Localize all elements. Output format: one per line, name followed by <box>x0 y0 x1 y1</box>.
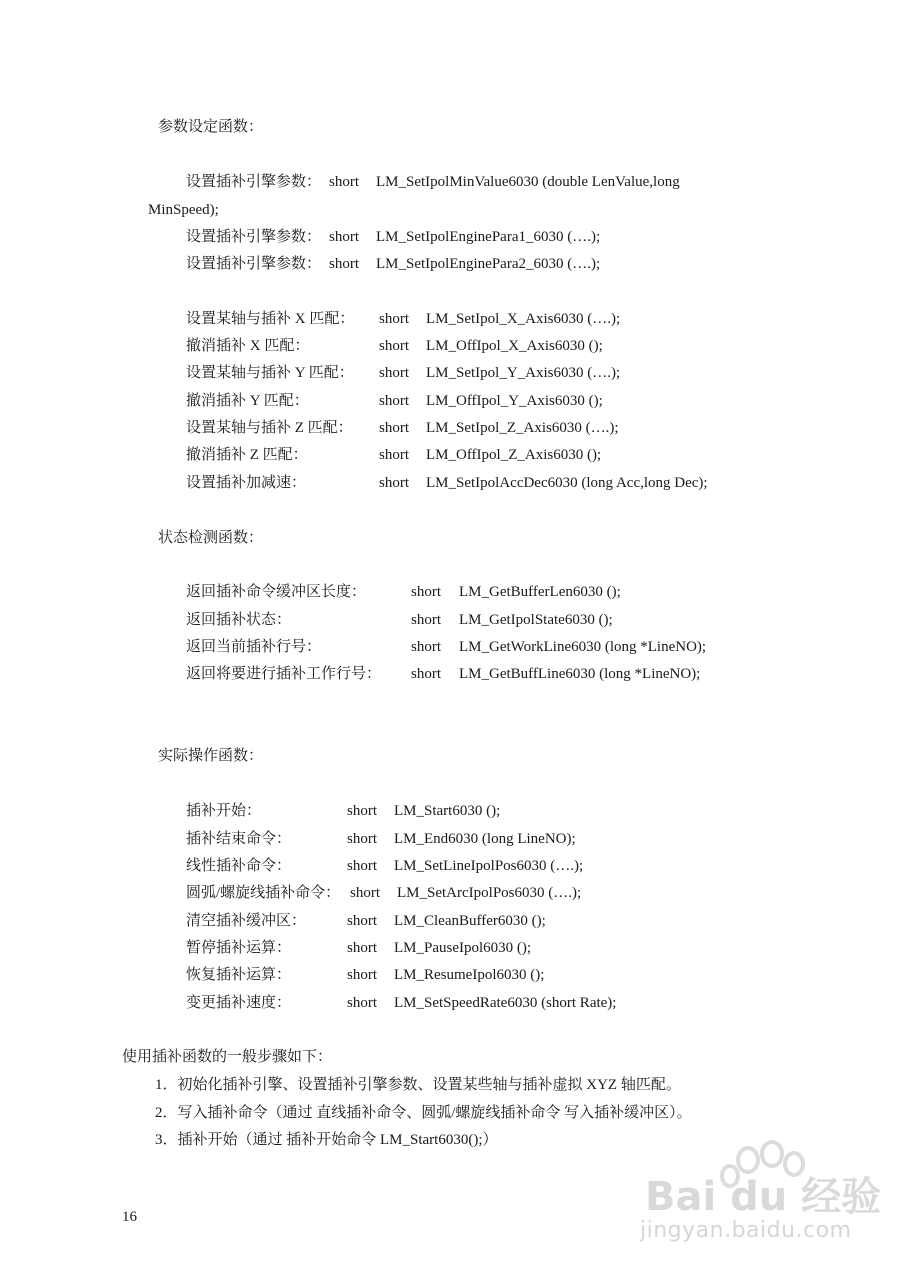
function-desc: 暂停插补运算： <box>186 940 292 956</box>
steps-intro: 使用插补函数的一般步骤如下： <box>122 1049 333 1065</box>
step-item: 2．写入插补命令（通过 直线插补命令、圆弧/螺旋线插补命令 写入插补缓冲区）。 <box>155 1105 692 1121</box>
function-signature: LM_CleanBuffer6030 (); <box>394 913 546 929</box>
function-type: short <box>411 666 441 682</box>
function-desc: 返回插补状态： <box>186 612 292 628</box>
section-heading-operations: 实际操作函数： <box>158 748 264 764</box>
page-number: 16 <box>122 1209 137 1225</box>
function-desc: 变更插补速度： <box>186 995 292 1011</box>
function-signature: LM_GetIpolState6030 (); <box>459 612 613 628</box>
function-signature: LM_SetIpolAccDec6030 (long Acc,long Dec); <box>426 475 708 491</box>
function-type: short <box>411 584 441 600</box>
step-item: 1．初始化插补引擎、设置插补引擎参数、设置某些轴与插补虚拟 XYZ 轴匹配。 <box>155 1077 681 1093</box>
function-desc: 圆弧/螺旋线插补命令： <box>186 885 341 901</box>
section-heading-status: 状态检测函数： <box>158 530 264 546</box>
function-signature: LM_GetBufferLen6030 (); <box>459 584 621 600</box>
function-desc: 设置某轴与插补 Z 匹配： <box>186 420 353 436</box>
function-type: short <box>347 940 377 956</box>
function-signature: LM_SetLineIpolPos6030 (….); <box>394 858 584 874</box>
function-continuation: MinSpeed); <box>148 202 219 218</box>
function-desc: 撤消插补 Y 匹配： <box>186 393 309 409</box>
section-heading-params: 参数设定函数： <box>158 119 264 135</box>
function-type: short <box>379 475 409 491</box>
function-desc: 恢复插补运算： <box>186 967 292 983</box>
function-signature: LM_OffIpol_Z_Axis6030 (); <box>426 447 602 463</box>
function-type: short <box>379 338 409 354</box>
function-type: short <box>379 447 409 463</box>
step-item: 3．插补开始（通过 插补开始命令 LM_Start6030();） <box>155 1132 498 1148</box>
function-signature: LM_GetBuffLine6030 (long *LineNO); <box>459 666 701 682</box>
function-signature: LM_SetIpol_Z_Axis6030 (….); <box>426 420 619 436</box>
function-type: short <box>347 831 377 847</box>
function-type: short <box>329 256 359 272</box>
watermark-brand: Bai du 经验 <box>645 1174 882 1220</box>
function-type: short <box>350 885 380 901</box>
function-desc: 线性插补命令： <box>186 858 292 874</box>
function-signature: LM_SetIpolEnginePara2_6030 (….); <box>376 256 601 272</box>
function-desc: 设置插补引擎参数： <box>186 174 322 190</box>
function-type: short <box>329 174 359 190</box>
function-desc: 撤消插补 X 匹配： <box>186 338 310 354</box>
function-desc: 撤消插补 Z 匹配： <box>186 447 308 463</box>
function-signature: LM_SetIpol_X_Axis6030 (….); <box>426 311 621 327</box>
function-signature: LM_SetIpolMinValue6030 (double LenValue,long <box>376 174 680 190</box>
function-signature: LM_Start6030 (); <box>394 803 501 819</box>
function-signature: LM_ResumeIpol6030 (); <box>394 967 545 983</box>
function-desc: 清空插补缓冲区： <box>186 913 307 929</box>
function-type: short <box>379 393 409 409</box>
function-type: short <box>347 858 377 874</box>
function-signature: LM_SetIpol_Y_Axis6030 (….); <box>426 365 621 381</box>
function-type: short <box>411 639 441 655</box>
function-signature: LM_SetIpolEnginePara1_6030 (….); <box>376 229 601 245</box>
function-type: short <box>379 420 409 436</box>
function-desc: 返回当前插补行号： <box>186 639 322 655</box>
function-desc: 设置某轴与插补 Y 匹配： <box>186 365 354 381</box>
function-signature: LM_OffIpol_X_Axis6030 (); <box>426 338 603 354</box>
function-type: short <box>347 803 377 819</box>
function-desc: 设置插补引擎参数： <box>186 256 322 272</box>
function-type: short <box>347 967 377 983</box>
function-desc: 设置插补加减速： <box>186 475 307 491</box>
function-type: short <box>411 612 441 628</box>
function-desc: 插补开始： <box>186 803 262 819</box>
function-desc: 插补结束命令： <box>186 831 292 847</box>
function-signature: LM_SetSpeedRate6030 (short Rate); <box>394 995 617 1011</box>
function-type: short <box>347 913 377 929</box>
watermark-url: jingyan.baidu.com <box>640 1218 852 1243</box>
function-desc: 设置某轴与插补 X 匹配： <box>186 311 355 327</box>
function-signature: LM_End6030 (long LineNO); <box>394 831 576 847</box>
function-signature: LM_SetArcIpolPos6030 (….); <box>397 885 582 901</box>
function-type: short <box>329 229 359 245</box>
function-signature: LM_GetWorkLine6030 (long *LineNO); <box>459 639 707 655</box>
function-type: short <box>379 365 409 381</box>
function-desc: 返回插补命令缓冲区长度： <box>186 584 367 600</box>
function-type: short <box>379 311 409 327</box>
function-desc: 返回将要进行插补工作行号： <box>186 666 382 682</box>
function-signature: LM_OffIpol_Y_Axis6030 (); <box>426 393 603 409</box>
function-desc: 设置插补引擎参数： <box>186 229 322 245</box>
function-type: short <box>347 995 377 1011</box>
function-signature: LM_PauseIpol6030 (); <box>394 940 532 956</box>
